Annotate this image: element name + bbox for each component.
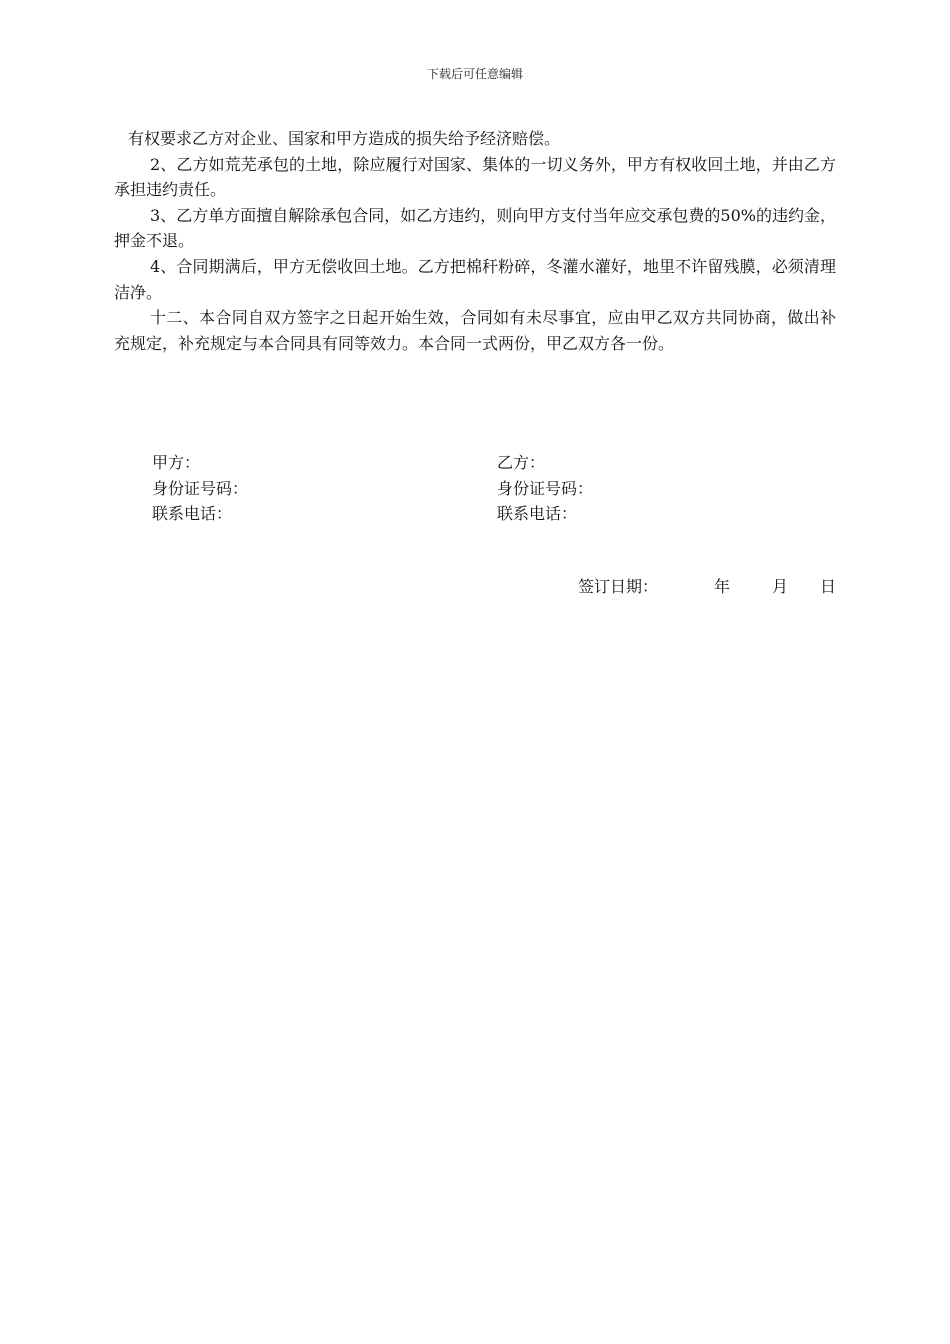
paragraph-clause-4: 4、合同期满后，甲方无偿收回土地。乙方把棉秆粉碎，冬灌水灌好，地里不许留残膜，必须清理洁净。 — [114, 256, 836, 302]
party-b-signature — [497, 450, 593, 527]
sign-date — [578, 575, 836, 599]
party-a-id-label: 身份证号码： — [152, 478, 249, 498]
party-b-id-label: 身份证号码： — [497, 478, 594, 498]
paragraph-clause-3: 3、乙方单方面擅自解除承包合同，如乙方违约，则向甲方支付当年应交承包费的50%的违约金，押金不退。 — [114, 205, 836, 251]
party-a-phone-label: 联系电话： — [152, 504, 233, 523]
sign-date-year: 年 — [714, 577, 731, 596]
party-a-signature — [152, 450, 248, 527]
party-b-phone-label: 联系电话： — [497, 504, 578, 523]
party-a-label: 甲方： — [152, 453, 201, 472]
sign-date-month: 月 — [772, 577, 789, 596]
sign-date-day: 日 — [820, 577, 837, 596]
paragraph-compensation: 有权要求乙方对企业、国家和甲方造成的损失给予经济赔偿。 — [128, 129, 561, 148]
header-note: 下载后可任意编辑 — [426, 67, 523, 81]
sign-date-label: 签订日期： — [578, 577, 659, 596]
paragraph-article-12: 十二、本合同自双方签字之日起开始生效，合同如有未尽事宜，应由甲乙双方共同协商，做出补充规定，补充规定与本合同具有同等效力。本合同一式两份，甲乙双方各一份。 — [114, 308, 836, 353]
contract-body — [114, 126, 836, 356]
party-b-label: 乙方： — [497, 453, 546, 472]
paragraph-clause-2: 2、乙方如荒芜承包的土地，除应履行对国家、集体的一切义务外，甲方有权收回土地，并由乙方承担违约责任。 — [114, 154, 836, 200]
